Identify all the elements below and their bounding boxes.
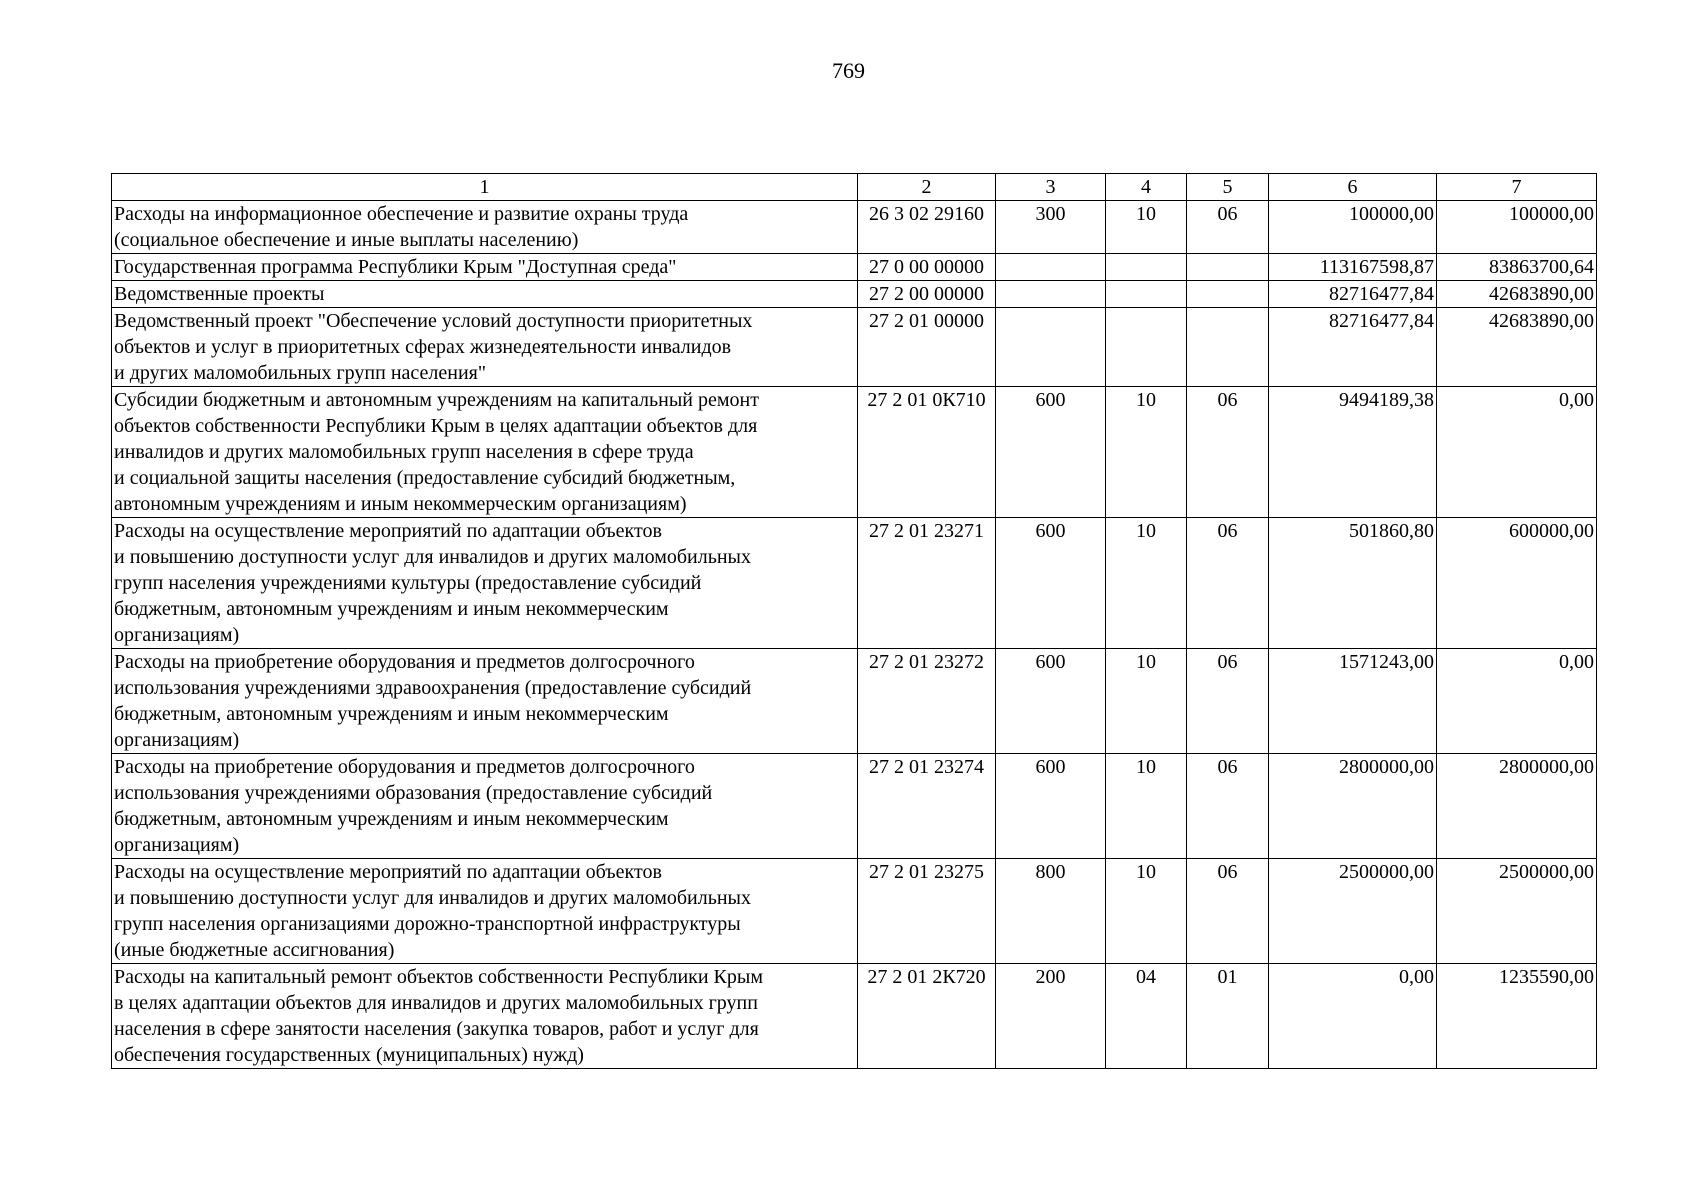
row-amount-col6-cell: 9494189,38: [1269, 387, 1437, 518]
row-code-cell: 27 0 00 00000: [858, 254, 996, 281]
row-code-cell: 27 2 01 00000: [858, 308, 996, 387]
header-row: [112, 174, 1597, 201]
row-amount-col7-cell: 1235590,00: [1437, 964, 1597, 1069]
table-row: [112, 201, 1597, 254]
page-number: 769: [832, 58, 865, 83]
row-name-line: Расходы на информационное обеспечение и развитие охраны труда: [114, 203, 689, 225]
row-name-line: и других маломобильных групп населения": [114, 362, 487, 384]
table-row: [112, 518, 1597, 649]
row-name-line: в целях адаптации объектов для инвалидов и других маломобильных групп: [114, 992, 758, 1014]
table-row: [112, 754, 1597, 859]
row-name-cell: [112, 308, 858, 387]
header-col-1: 1: [112, 174, 858, 201]
row-code-cell: 27 2 01 2К720: [858, 964, 996, 1069]
row-name-line: бюджетным, автономным учреждениям и иным некоммерческим: [114, 598, 669, 620]
row-amount-col6-cell: 82716477,84: [1269, 281, 1437, 308]
row-col5-cell: 06: [1187, 518, 1269, 649]
row-col3-cell: 600: [996, 754, 1106, 859]
row-amount-col6-cell: 82716477,84: [1269, 308, 1437, 387]
row-amount-col6-cell: 0,00: [1269, 964, 1437, 1069]
row-col5-cell: 06: [1187, 859, 1269, 964]
row-name-line: обеспечения государственных (муниципальных) нужд): [114, 1044, 584, 1066]
row-name-cell: [112, 649, 858, 754]
row-name-cell: [112, 754, 858, 859]
row-amount-col6-cell: 113167598,87: [1269, 254, 1437, 281]
table-row: [112, 254, 1597, 281]
row-name-line: Государственная программа Республики Крым "Доступная среда": [114, 256, 677, 278]
row-col4-cell: 10: [1106, 387, 1187, 518]
row-col3-cell: 200: [996, 964, 1106, 1069]
row-name-line: населения в сфере занятости населения (закупка товаров, работ и услуг для: [114, 1018, 759, 1040]
row-col5-cell: [1187, 254, 1269, 281]
row-amount-col6-cell: 100000,00: [1269, 201, 1437, 254]
row-name-line: Расходы на приобретение оборудования и предметов долгосрочного: [114, 651, 695, 673]
row-col4-cell: [1106, 281, 1187, 308]
table-row: [112, 964, 1597, 1069]
row-col3-cell: 600: [996, 518, 1106, 649]
row-code-cell: 27 2 00 00000: [858, 281, 996, 308]
row-name-line: Расходы на приобретение оборудования и предметов долгосрочного: [114, 756, 695, 778]
row-name-cell: [112, 964, 858, 1069]
row-code-cell: 27 2 01 23275: [858, 859, 996, 964]
header-col-6: 6: [1269, 174, 1437, 201]
row-name-line: Ведомственные проекты: [114, 283, 325, 305]
row-col4-cell: 10: [1106, 518, 1187, 649]
row-amount-col7-cell: 600000,00: [1437, 518, 1597, 649]
row-name-line: объектов и услуг в приоритетных сферах жизнедеятельности инвалидов: [114, 336, 732, 358]
row-amount-col6-cell: 2800000,00: [1269, 754, 1437, 859]
row-col4-cell: 10: [1106, 754, 1187, 859]
row-col3-cell: [996, 254, 1106, 281]
row-amount-col6-cell: 501860,80: [1269, 518, 1437, 649]
row-amount-col7-cell: 100000,00: [1437, 201, 1597, 254]
row-amount-col7-cell: 2800000,00: [1437, 754, 1597, 859]
row-name-cell: [112, 518, 858, 649]
row-name-line: Расходы на осуществление мероприятий по адаптации объектов: [114, 520, 662, 542]
row-col5-cell: 06: [1187, 649, 1269, 754]
row-name-line: организациям): [114, 624, 240, 646]
row-col4-cell: [1106, 254, 1187, 281]
table-row: [112, 281, 1597, 308]
row-code-cell: 27 2 01 0К710: [858, 387, 996, 518]
row-name-line: Ведомственный проект "Обеспечение условий доступности приоритетных: [114, 310, 753, 332]
header-col-5: 5: [1187, 174, 1269, 201]
row-name-line: Расходы на капитальный ремонт объектов собственности Республики Крым: [114, 966, 763, 988]
row-name-line: использования учреждениями здравоохранения (предоставление субсидий: [114, 677, 752, 699]
row-name-line: Субсидии бюджетным и автономным учреждениям на капитальный ремонт: [114, 389, 759, 411]
row-col5-cell: 06: [1187, 387, 1269, 518]
row-col3-cell: 300: [996, 201, 1106, 254]
row-amount-col6-cell: 2500000,00: [1269, 859, 1437, 964]
header-col-7: 7: [1437, 174, 1597, 201]
row-col3-cell: 600: [996, 387, 1106, 518]
row-code-cell: 27 2 01 23272: [858, 649, 996, 754]
row-name-line: (иные бюджетные ассигнования): [114, 939, 395, 961]
row-name-line: и социальной защиты населения (предоставление субсидий бюджетным,: [114, 467, 736, 489]
row-col4-cell: 10: [1106, 649, 1187, 754]
row-name-line: инвалидов и других маломобильных групп населения в сфере труда: [114, 441, 694, 463]
row-amount-col7-cell: 83863700,64: [1437, 254, 1597, 281]
row-name-line: автономным учреждениям и иным некоммерческим организациям): [114, 493, 687, 515]
row-col3-cell: [996, 308, 1106, 387]
row-code-cell: 26 3 02 29160: [858, 201, 996, 254]
row-name-cell: [112, 201, 858, 254]
row-col4-cell: 10: [1106, 859, 1187, 964]
row-name-cell: [112, 387, 858, 518]
row-name-line: бюджетным, автономным учреждениям и иным некоммерческим: [114, 703, 669, 725]
row-name-line: групп населения учреждениями культуры (предоставление субсидий: [114, 572, 702, 594]
row-name-line: и повышению доступности услуг для инвалидов и других маломобильных: [114, 546, 751, 568]
row-name-line: (социальное обеспечение и иные выплаты населению): [114, 229, 579, 251]
row-code-cell: 27 2 01 23271: [858, 518, 996, 649]
row-name-line: объектов собственности Республики Крым в целях адаптации объектов для: [114, 415, 758, 437]
table-row: [112, 308, 1597, 387]
row-col5-cell: [1187, 281, 1269, 308]
header-col-4: 4: [1106, 174, 1187, 201]
row-amount-col7-cell: 42683890,00: [1437, 281, 1597, 308]
row-name-cell: [112, 281, 858, 308]
header-col-2: 2: [858, 174, 996, 201]
row-col5-cell: 01: [1187, 964, 1269, 1069]
row-name-line: и повышению доступности услуг для инвалидов и других маломобильных: [114, 887, 751, 909]
row-amount-col7-cell: 42683890,00: [1437, 308, 1597, 387]
row-name-cell: [112, 254, 858, 281]
row-name-line: организациям): [114, 729, 240, 751]
row-col4-cell: 04: [1106, 964, 1187, 1069]
row-amount-col7-cell: 0,00: [1437, 387, 1597, 518]
row-col3-cell: 600: [996, 649, 1106, 754]
row-name-line: Расходы на осуществление мероприятий по адаптации объектов: [114, 861, 662, 883]
row-amount-col6-cell: 1571243,00: [1269, 649, 1437, 754]
row-amount-col7-cell: 2500000,00: [1437, 859, 1597, 964]
table-row: [112, 387, 1597, 518]
row-col5-cell: [1187, 308, 1269, 387]
row-code-cell: 27 2 01 23274: [858, 754, 996, 859]
row-name-line: групп населения организациями дорожно-транспортной инфраструктуры: [114, 913, 741, 935]
row-name-line: использования учреждениями образования (предоставление субсидий: [114, 782, 713, 804]
row-col3-cell: 800: [996, 859, 1106, 964]
row-col5-cell: 06: [1187, 754, 1269, 859]
row-amount-col7-cell: 0,00: [1437, 649, 1597, 754]
budget-table: [111, 173, 1597, 1069]
row-name-cell: [112, 859, 858, 964]
row-col3-cell: [996, 281, 1106, 308]
row-col5-cell: 06: [1187, 201, 1269, 254]
row-name-line: бюджетным, автономным учреждениям и иным некоммерческим: [114, 808, 669, 830]
table-row: [112, 649, 1597, 754]
header-col-3: 3: [996, 174, 1106, 201]
row-col4-cell: [1106, 308, 1187, 387]
table-row: [112, 859, 1597, 964]
row-name-line: организациям): [114, 834, 240, 856]
row-col4-cell: 10: [1106, 201, 1187, 254]
